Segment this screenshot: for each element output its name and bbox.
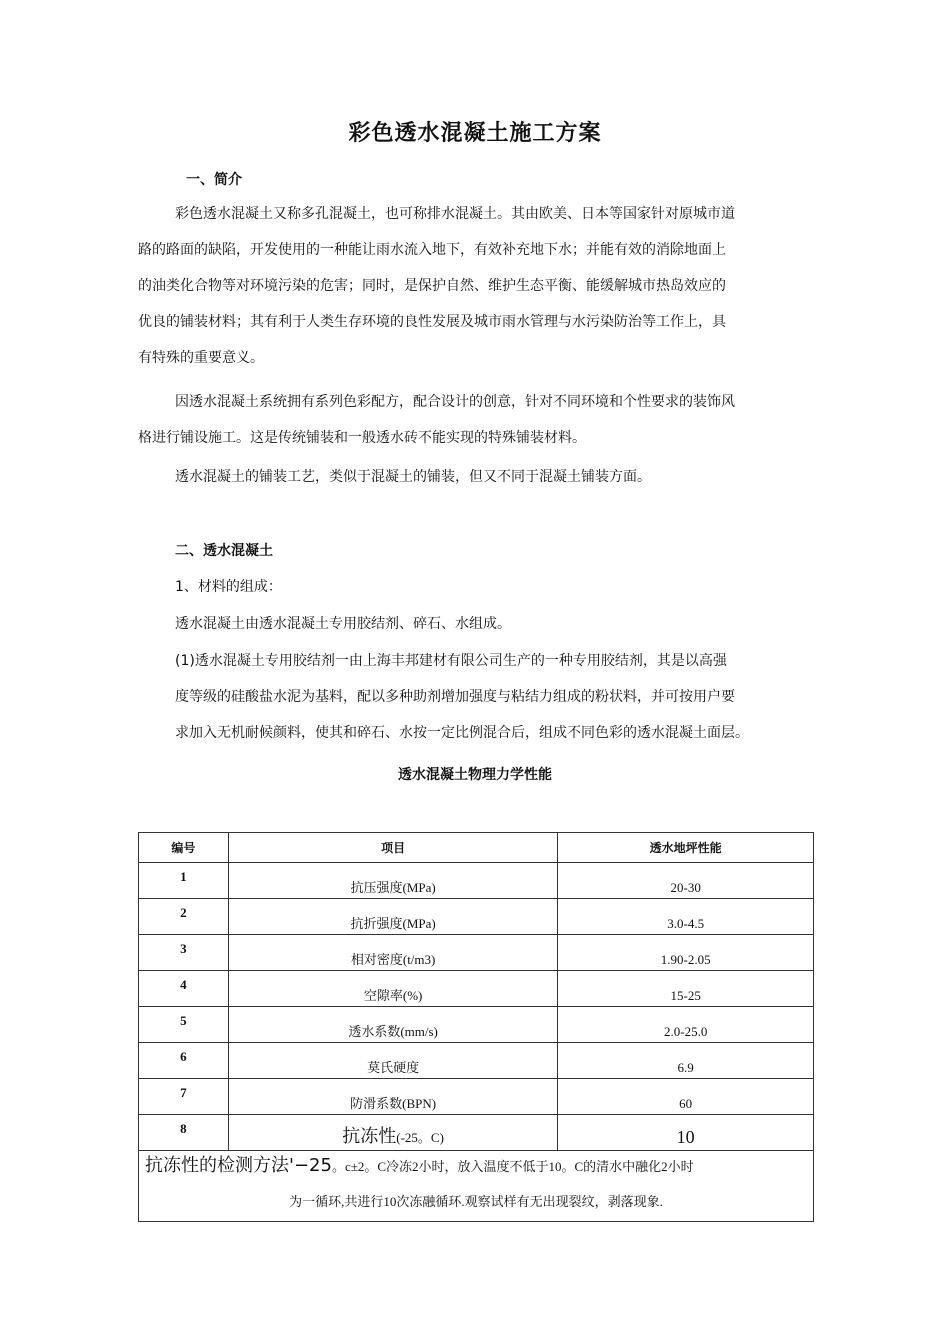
intro-line-1: 彩色透水混凝土又称多孔混凝土，也可称排水混凝土。其由欧美、日本等国家针对原城市道	[175, 206, 735, 222]
table-row	[139, 1007, 814, 1043]
section1-heading: 一、简介	[186, 172, 242, 188]
row-item: 防滑系数(BPN)	[228, 1079, 558, 1115]
materials-subheading: 1、材料的组成：	[175, 579, 282, 595]
intro-paragraph	[138, 196, 818, 376]
table-row	[139, 935, 814, 971]
intro-line-2: 路的路面的缺陷，开发使用的一种能让雨水流入地下，有效补充地下水；并能有效的消除地面上	[138, 242, 726, 258]
row-number: 6	[139, 1043, 229, 1079]
row-value: 60	[558, 1079, 814, 1115]
row-number: 7	[139, 1079, 229, 1115]
row-item: 相对密度(t/m3)	[228, 935, 558, 971]
intro-line-4: 优良的铺装材料；其有利于人类生存环境的良性发展及城市雨水管理与水污染防治等工作上，具	[138, 314, 726, 330]
row-item: 抗压强度(MPa)	[228, 863, 558, 899]
frost-test-note	[139, 1151, 814, 1222]
table-note-row	[139, 1151, 814, 1222]
row-item: 空隙率(%)	[228, 971, 558, 1007]
table-header-row	[139, 833, 814, 863]
row-value: 1.90-2.05	[558, 935, 814, 971]
row-number: 5	[139, 1007, 229, 1043]
header-item: 项目	[228, 833, 558, 863]
properties-table	[138, 832, 814, 1222]
color-line-1: 因透水混凝土系统拥有系列色彩配方，配合设计的创意，针对不同环境和个性要求的装饰风	[175, 394, 735, 410]
row-number: 1	[139, 863, 229, 899]
intro-line-3: 的油类化合物等对环境污染的危害；同时，是保护自然、维护生态平衡、能缓解城市热岛效应的	[138, 278, 726, 294]
table-row	[139, 899, 814, 935]
row-value: 3.0-4.5	[558, 899, 814, 935]
row-number: 8	[139, 1115, 229, 1151]
note-lead: 抗冻性的检测方法'−25	[145, 1155, 332, 1176]
row-item: 抗冻性(-25。C)	[228, 1115, 558, 1151]
color-paragraph	[138, 384, 818, 456]
row-number: 3	[139, 935, 229, 971]
table-row	[139, 1115, 814, 1151]
intro-line-5: 有特殊的重要意义。	[138, 350, 264, 366]
binder-line-3: 求加入无机耐候颜料，使其和碎石、水按一定比例混合后，组成不同色彩的透水混凝土面层。	[175, 725, 749, 741]
binder-line-1: (1)透水混凝土专用胶结剂一由上海丰邦建材有限公司生产的一种专用胶结剂，其是以高强	[175, 653, 727, 669]
row-item: 莫氏硬度	[228, 1043, 558, 1079]
header-performance: 透水地坪性能	[558, 833, 814, 863]
table-title: 透水混凝土物理力学性能	[398, 767, 552, 783]
color-line-2: 格进行铺设施工。这是传统铺装和一般透水砖不能实现的特殊铺装材料。	[138, 430, 586, 446]
row-value: 20-30	[558, 863, 814, 899]
header-number: 编号	[139, 833, 229, 863]
note-line-2: 为一循环,共进行10次冻融循环.观察试样有无出现裂纹，剥落现象.	[289, 1194, 663, 1209]
binder-paragraph	[175, 643, 825, 751]
process-paragraph: 透水混凝土的铺装工艺，类似于混凝土的铺装，但又不同于混凝土铺装方面。	[175, 469, 651, 485]
row-item: 抗折强度(MPa)	[228, 899, 558, 935]
binder-line-2: 度等级的硅酸盐水泥为基料，配以多种助剂增加强度与粘结力组成的粉状料，并可按用户要	[175, 689, 735, 705]
section2-heading: 二、透水混凝土	[175, 543, 273, 559]
table-row	[139, 1043, 814, 1079]
row-value: 2.0-25.0	[558, 1007, 814, 1043]
row-number: 4	[139, 971, 229, 1007]
table-row	[139, 863, 814, 899]
table-row	[139, 1079, 814, 1115]
composition-text: 透水混凝土由透水混凝土专用胶结剂、碎石、水组成。	[175, 616, 511, 632]
row-item: 透水系数(mm/s)	[228, 1007, 558, 1043]
note-line-1: 。c±2。C冷冻2小时，放入温度不低于10。C的清水中融化2小时	[331, 1159, 694, 1174]
document-title: 彩色透水混凝土施工方案	[348, 121, 602, 146]
row-number: 2	[139, 899, 229, 935]
row-value: 6.9	[558, 1043, 814, 1079]
row-value: 15-25	[558, 971, 814, 1007]
row-value: 10	[558, 1115, 814, 1151]
table-row	[139, 971, 814, 1007]
